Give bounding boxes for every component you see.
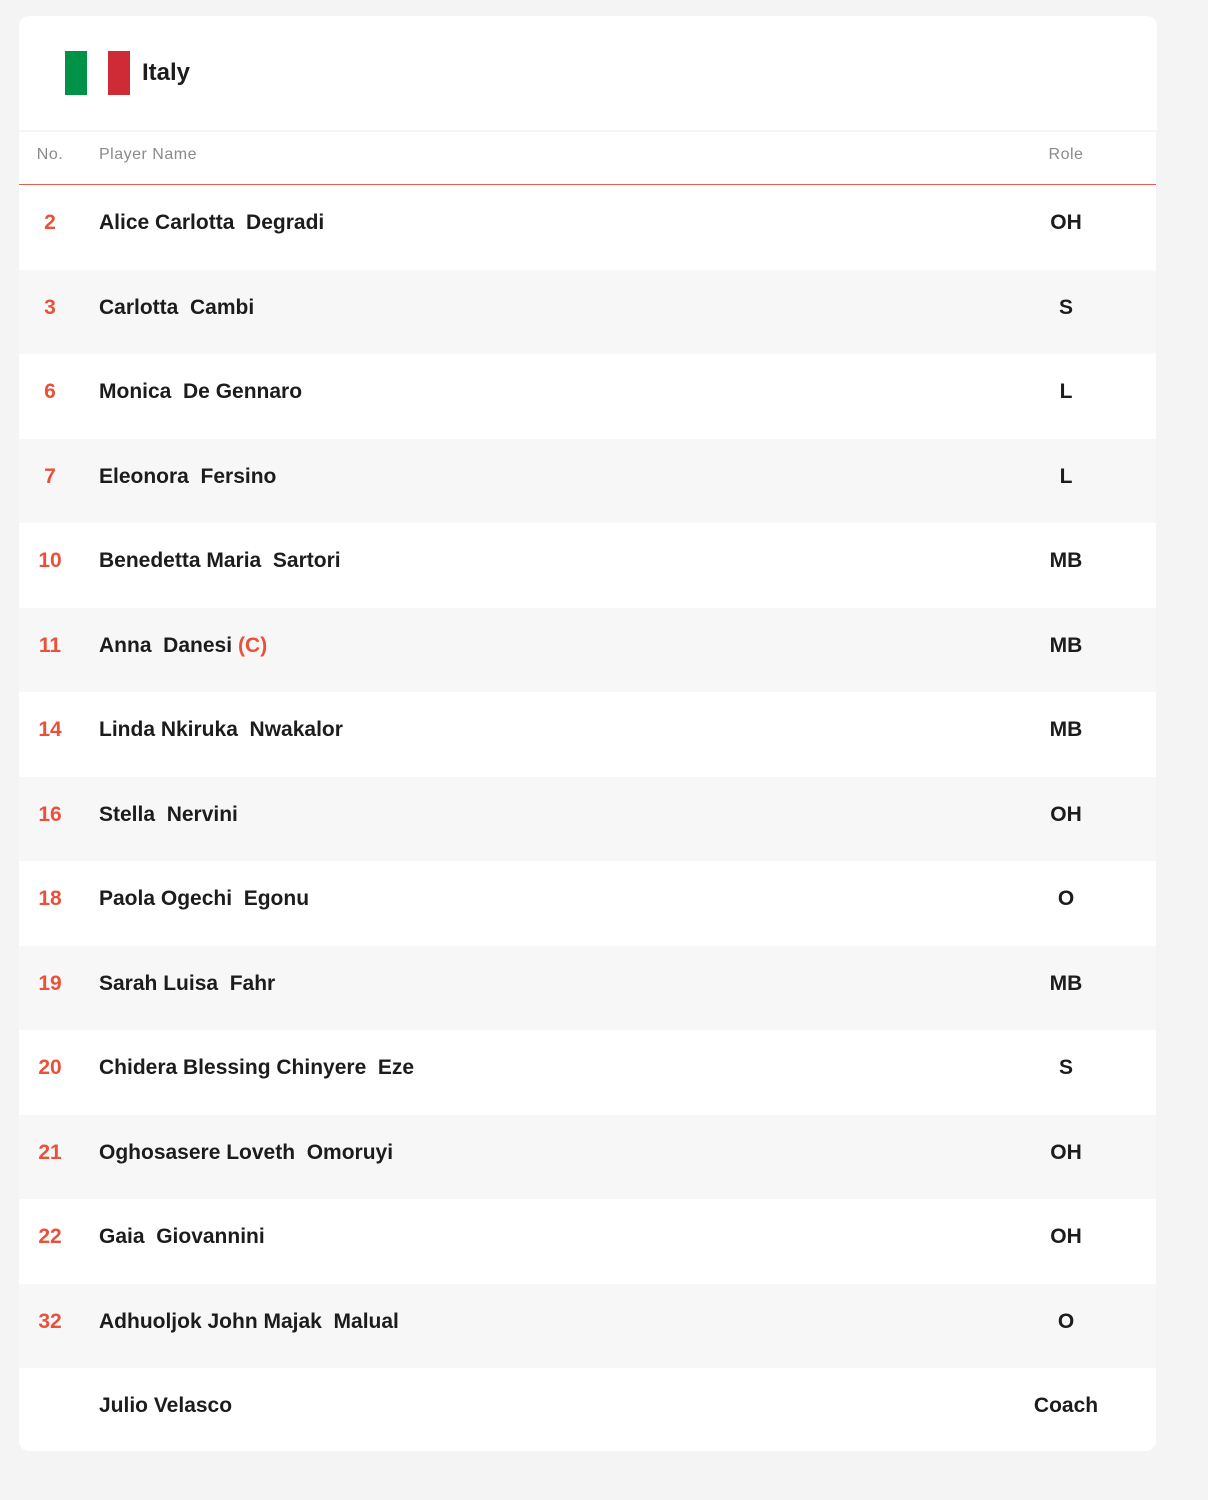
player-role: L bbox=[1059, 380, 1073, 403]
player-number: 16 bbox=[38, 802, 62, 826]
player-name bbox=[99, 887, 309, 911]
player-role: O bbox=[1057, 1309, 1075, 1333]
player-name bbox=[99, 972, 275, 996]
player-name-text: Alice Carlotta Degradi bbox=[99, 211, 325, 234]
player-number: 32 bbox=[38, 1309, 62, 1333]
player-name-text: Monica De Gennaro bbox=[99, 380, 303, 403]
table-row bbox=[19, 692, 1156, 777]
player-number: 10 bbox=[38, 549, 62, 572]
flag-stripe-white bbox=[87, 51, 109, 95]
player-number: 21 bbox=[38, 1140, 62, 1164]
table-row bbox=[19, 608, 1156, 693]
player-name-text: Eleonora Fersino bbox=[99, 464, 277, 488]
table-row bbox=[19, 777, 1156, 862]
captain-badge: (C) bbox=[238, 633, 268, 657]
player-number: 19 bbox=[38, 971, 62, 995]
header-role: Role bbox=[1048, 146, 1084, 163]
player-name-text: Stella Nervini bbox=[99, 802, 238, 826]
player-role: MB bbox=[1049, 633, 1083, 657]
player-name bbox=[99, 634, 267, 658]
header-player-name: Player Name bbox=[99, 146, 197, 163]
player-name bbox=[99, 1056, 414, 1080]
table-row bbox=[19, 1115, 1156, 1200]
header-number: No. bbox=[36, 146, 64, 163]
player-role: S bbox=[1058, 1056, 1073, 1079]
player-name-text: Paola Ogechi Egonu bbox=[99, 887, 310, 910]
table-row bbox=[19, 439, 1156, 524]
player-name-text: Anna Danesi bbox=[99, 633, 233, 657]
player-role: OH bbox=[1050, 1140, 1082, 1164]
player-name bbox=[99, 465, 276, 489]
player-role: O bbox=[1057, 887, 1075, 910]
table-row bbox=[19, 946, 1156, 1031]
flag-stripe-green bbox=[65, 51, 87, 95]
player-name bbox=[99, 380, 302, 404]
player-number: 3 bbox=[44, 295, 56, 319]
player-name bbox=[99, 803, 238, 827]
player-role: Coach bbox=[1033, 1394, 1099, 1417]
player-name bbox=[99, 211, 324, 235]
table-row bbox=[19, 1030, 1156, 1115]
player-name-text: Oghosasere Loveth Omoruyi bbox=[99, 1140, 394, 1164]
player-name bbox=[99, 1310, 399, 1334]
player-number: 6 bbox=[44, 380, 56, 403]
player-role: OH bbox=[1050, 1225, 1082, 1248]
player-name bbox=[99, 1394, 232, 1418]
table-row bbox=[19, 354, 1156, 439]
table-row bbox=[19, 523, 1156, 608]
player-name bbox=[99, 549, 341, 573]
player-role: MB bbox=[1049, 718, 1083, 741]
roster-table bbox=[19, 132, 1156, 1451]
table-body bbox=[19, 185, 1156, 1451]
player-role: L bbox=[1059, 464, 1073, 488]
team-header bbox=[19, 16, 1157, 130]
table-row bbox=[19, 185, 1156, 270]
player-name bbox=[99, 718, 343, 742]
player-name-text: Linda Nkiruka Nwakalor bbox=[99, 718, 343, 741]
player-name-text: Adhuoljok John Majak Malual bbox=[99, 1309, 399, 1333]
italy-flag-icon bbox=[65, 51, 130, 95]
player-number: 20 bbox=[38, 1056, 62, 1079]
player-number: 2 bbox=[44, 211, 56, 234]
flag-stripe-red bbox=[108, 51, 130, 95]
player-number: 7 bbox=[44, 464, 56, 488]
player-name-text: Julio Velasco bbox=[99, 1394, 233, 1417]
player-name-text: Sarah Luisa Fahr bbox=[99, 971, 276, 995]
player-name bbox=[99, 296, 254, 320]
player-name-text: Benedetta Maria Sartori bbox=[99, 549, 341, 572]
table-row bbox=[19, 861, 1156, 946]
table-row bbox=[19, 270, 1156, 355]
player-role: OH bbox=[1050, 802, 1082, 826]
player-role: OH bbox=[1050, 211, 1082, 234]
player-role: MB bbox=[1049, 971, 1083, 995]
table-header bbox=[19, 132, 1156, 185]
player-number: 11 bbox=[38, 633, 62, 657]
player-name-text: Chidera Blessing Chinyere Eze bbox=[99, 1056, 415, 1079]
player-name-text: Carlotta Cambi bbox=[99, 295, 255, 319]
team-name: Italy bbox=[142, 59, 191, 86]
table-row bbox=[19, 1199, 1156, 1284]
player-name-text: Gaia Giovannini bbox=[99, 1225, 265, 1248]
table-row bbox=[19, 1284, 1156, 1369]
table-row bbox=[19, 1368, 1156, 1451]
player-name bbox=[99, 1141, 393, 1165]
player-number: 18 bbox=[38, 887, 62, 910]
player-number: 22 bbox=[38, 1225, 62, 1248]
player-number: 14 bbox=[38, 718, 62, 741]
player-role: S bbox=[1058, 295, 1073, 319]
player-role: MB bbox=[1049, 549, 1083, 572]
player-name bbox=[99, 1225, 265, 1249]
